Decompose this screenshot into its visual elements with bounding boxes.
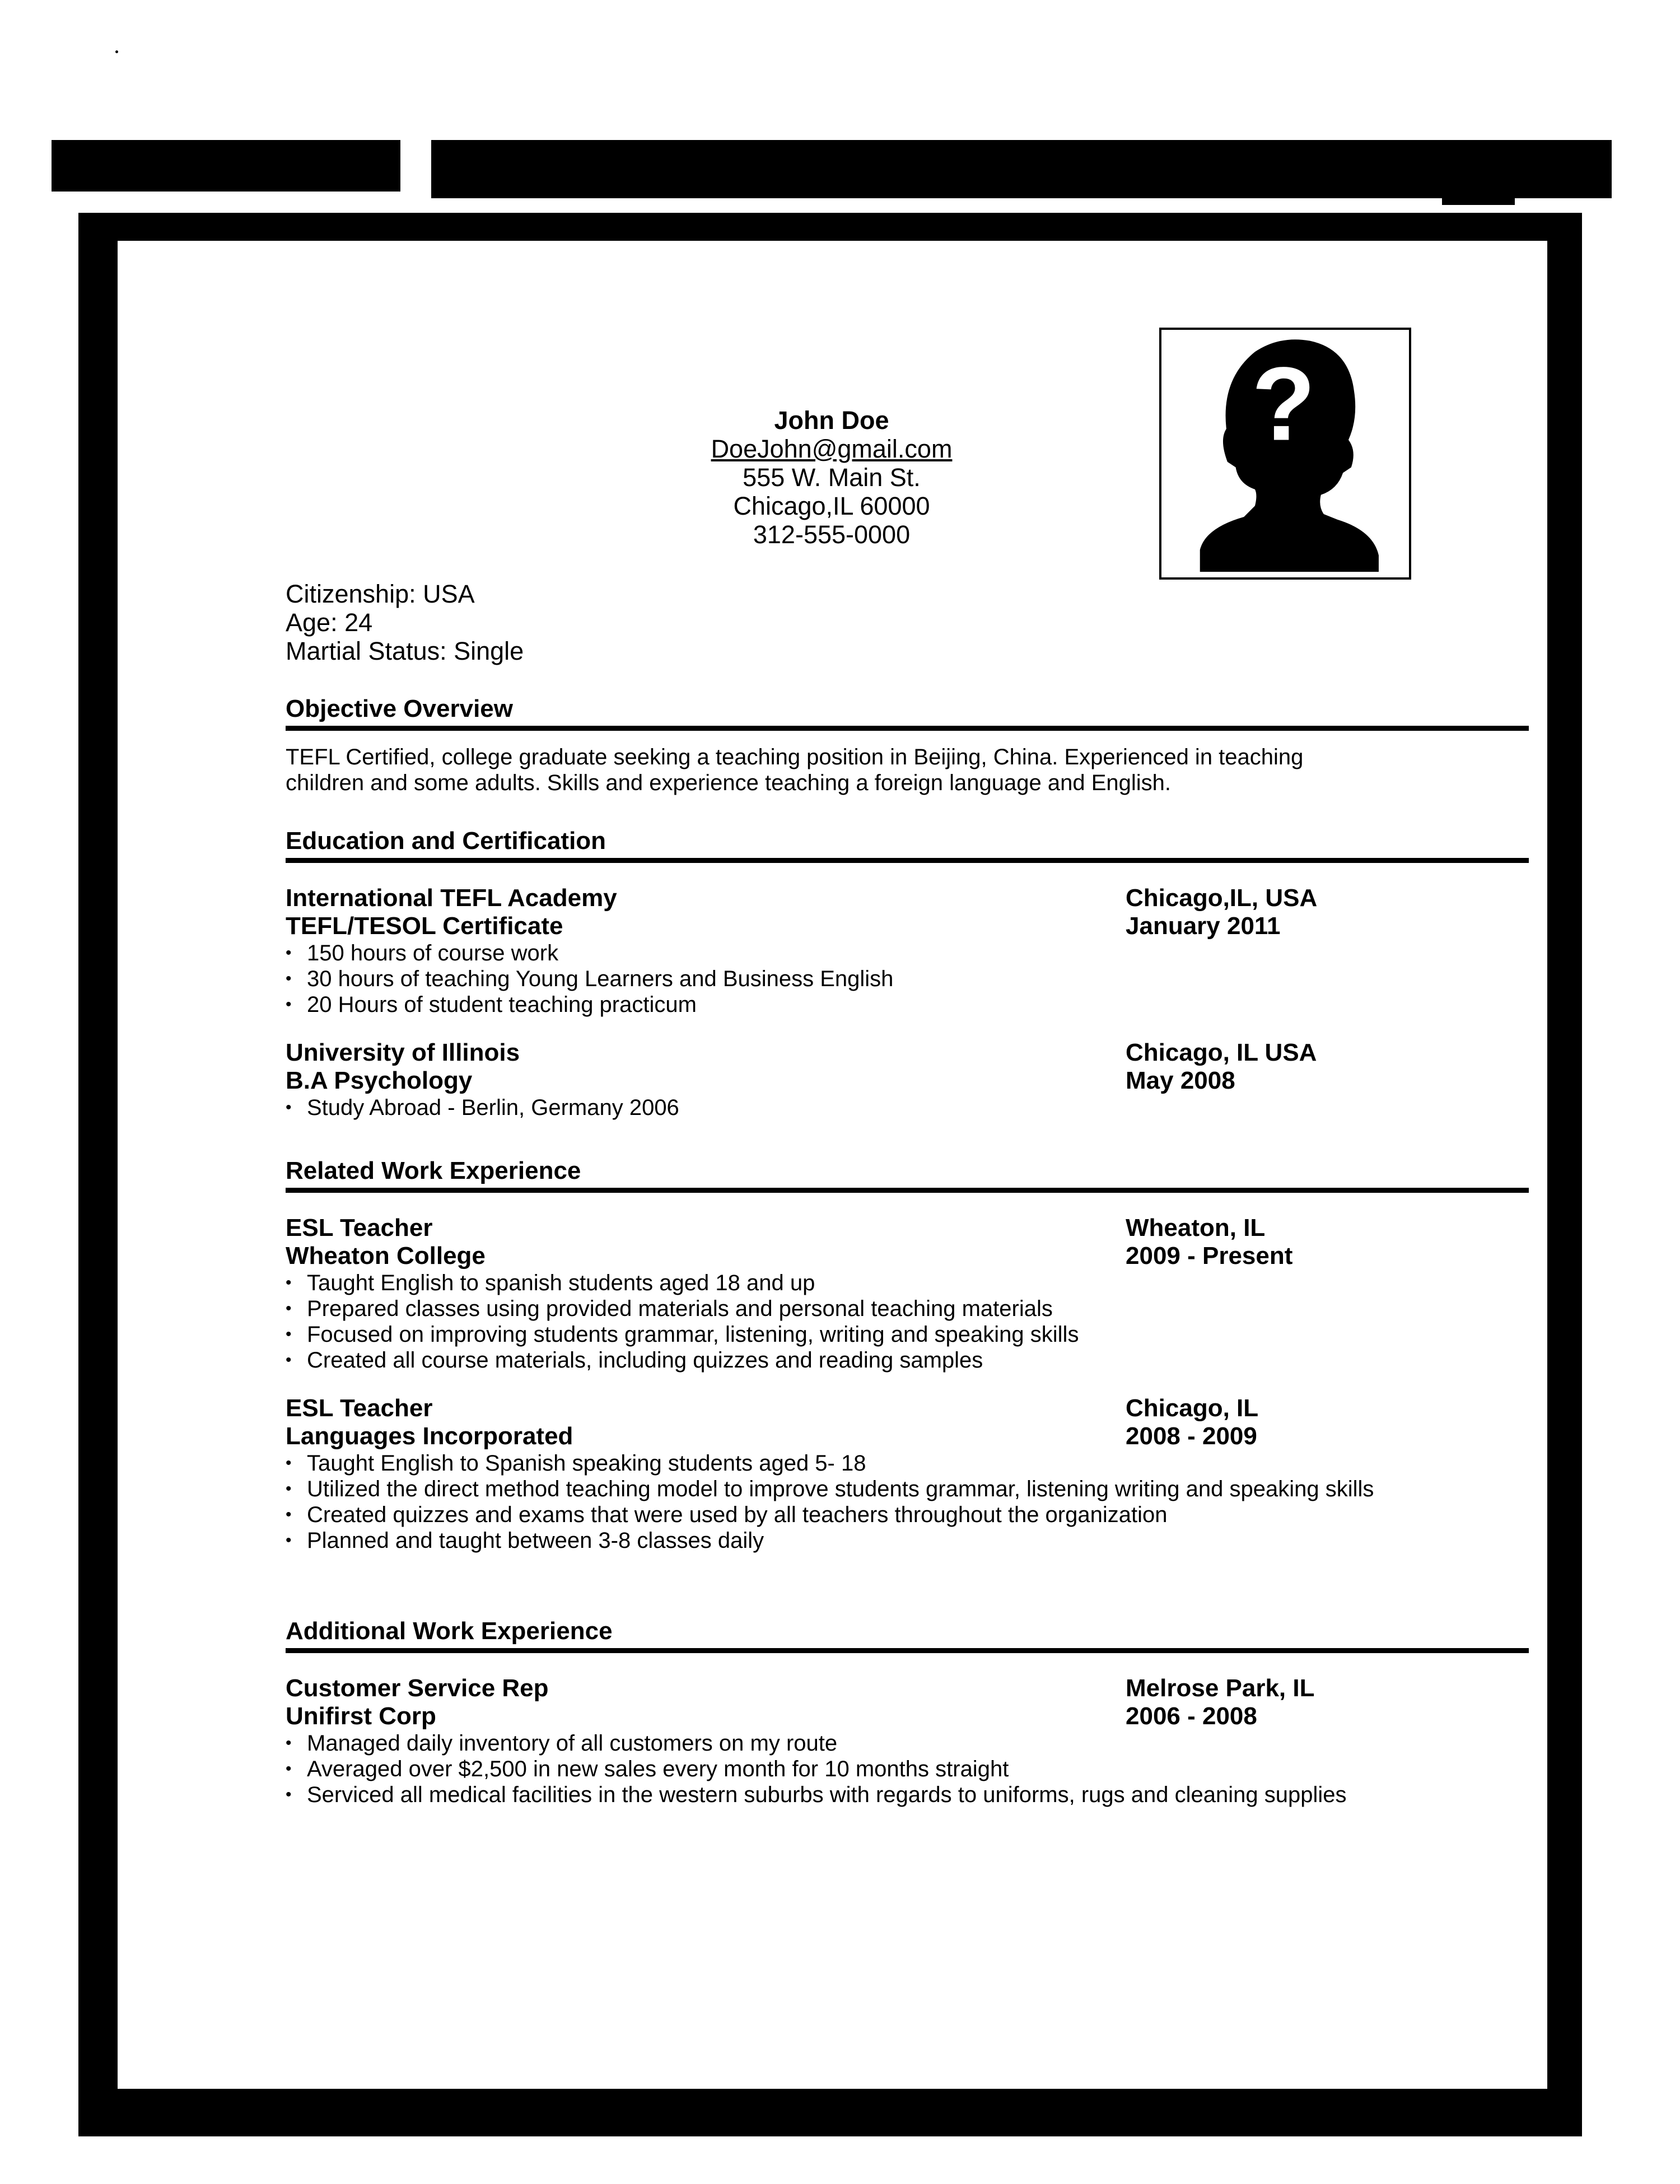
bullet-list	[286, 940, 1406, 1018]
question-mark-silhouette-icon	[1161, 330, 1409, 577]
phone-number: 312-555-0000	[753, 520, 911, 549]
job-location: Melrose Park, IL	[1126, 1674, 1315, 1702]
list-item: • Taught English to Spanish speaking students aged 5- 18	[286, 1450, 1406, 1476]
contact-header	[644, 406, 1019, 549]
list-item: • Study Abroad - Berlin, Germany 2006	[286, 1095, 1406, 1121]
job-location: Chicago, IL	[1126, 1394, 1259, 1422]
school-location: Chicago, IL USA	[1126, 1039, 1317, 1066]
list-item: • Taught English to spanish students aged 18 and up	[286, 1270, 1406, 1296]
date: May 2008	[1126, 1067, 1235, 1094]
list-item: • Averaged over $2,500 in new sales every month for 10 months straight	[286, 1756, 1406, 1782]
list-item: • Planned and taught between 3-8 classes daily	[286, 1528, 1406, 1553]
bullet-list	[286, 1730, 1406, 1808]
list-item: • 20 Hours of student teaching practicum	[286, 992, 1406, 1018]
candidate-name: John Doe	[774, 406, 889, 435]
job-entry	[286, 1214, 1529, 1373]
list-item: • Created quizzes and exams that were used by all teachers throughout the organization	[286, 1502, 1406, 1528]
employer: Unifirst Corp	[286, 1702, 436, 1730]
list-item: • 30 hours of teaching Young Learners and Business English	[286, 966, 1406, 992]
education-entry	[286, 884, 1529, 1018]
credential: TEFL/TESOL Certificate	[286, 912, 563, 940]
email-link[interactable]: DoeJohn@gmail.com	[711, 435, 953, 463]
date-range: 2008 - 2009	[1126, 1422, 1257, 1450]
redaction-bar-right	[431, 140, 1612, 198]
age: Age: 24	[286, 608, 373, 637]
marital-status: Martial Status: Single	[286, 637, 524, 665]
objective-text	[286, 744, 1406, 796]
school-location: Chicago,IL, USA	[1126, 884, 1318, 912]
address-line-2: Chicago,IL 60000	[733, 492, 930, 520]
job-title: Customer Service Rep	[286, 1674, 549, 1702]
bullet-list	[286, 1270, 1406, 1373]
date-range: 2006 - 2008	[1126, 1702, 1257, 1730]
job-entry	[286, 1674, 1529, 1808]
list-item: • Managed daily inventory of all customers on my route	[286, 1730, 1406, 1756]
personal-info	[286, 580, 524, 665]
redaction-bar-left	[52, 140, 400, 192]
section-title: Objective Overview	[286, 694, 1529, 731]
profile-photo	[1159, 328, 1411, 580]
objective-line: TEFL Certified, college graduate seeking a teaching position in Beijing, China. Experienced in teaching	[286, 745, 1304, 769]
school-name: International TEFL Academy	[286, 884, 617, 912]
bullet-list	[286, 1095, 1406, 1121]
list-item: • Prepared classes using provided materials and personal teaching materials	[286, 1296, 1406, 1322]
date-range: 2009 - Present	[1126, 1242, 1293, 1270]
citizenship: Citizenship: USA	[286, 580, 475, 608]
employer: Wheaton College	[286, 1242, 486, 1270]
date: January 2011	[1126, 912, 1281, 940]
related-work-section	[286, 1156, 1529, 1553]
education-entry	[286, 1039, 1529, 1121]
job-entry	[286, 1394, 1529, 1553]
additional-work-section	[286, 1617, 1529, 1808]
school-name: University of Illinois	[286, 1039, 520, 1066]
section-title: Education and Certification	[286, 827, 1529, 863]
education-section	[286, 827, 1529, 1121]
list-item: • Serviced all medical facilities in the western suburbs with regards to uniforms, rugs and cleaning supplies	[286, 1782, 1406, 1808]
job-location: Wheaton, IL	[1126, 1214, 1266, 1242]
list-item: • 150 hours of course work	[286, 940, 1406, 966]
job-title: ESL Teacher	[286, 1214, 433, 1242]
objective-section	[286, 694, 1529, 796]
list-item: • Utilized the direct method teaching model to improve students grammar, listening writing and speaking skills	[286, 1476, 1406, 1502]
list-item: • Created all course materials, including quizzes and reading samples	[286, 1347, 1406, 1373]
credential: B.A Psychology	[286, 1067, 473, 1094]
section-title: Additional Work Experience	[286, 1617, 1529, 1653]
stray-dot	[115, 50, 118, 53]
objective-line: children and some adults. Skills and experience teaching a foreign language and English.	[286, 771, 1172, 795]
question-mark-glyph: ?	[1252, 345, 1316, 463]
bullet-list	[286, 1450, 1406, 1553]
employer: Languages Incorporated	[286, 1422, 573, 1450]
job-title: ESL Teacher	[286, 1394, 433, 1422]
redaction-bar-notch	[1442, 185, 1515, 205]
list-item: • Focused on improving students grammar, listening, writing and speaking skills	[286, 1322, 1406, 1347]
section-title: Related Work Experience	[286, 1156, 1529, 1193]
address-line-1: 555 W. Main St.	[743, 463, 921, 492]
